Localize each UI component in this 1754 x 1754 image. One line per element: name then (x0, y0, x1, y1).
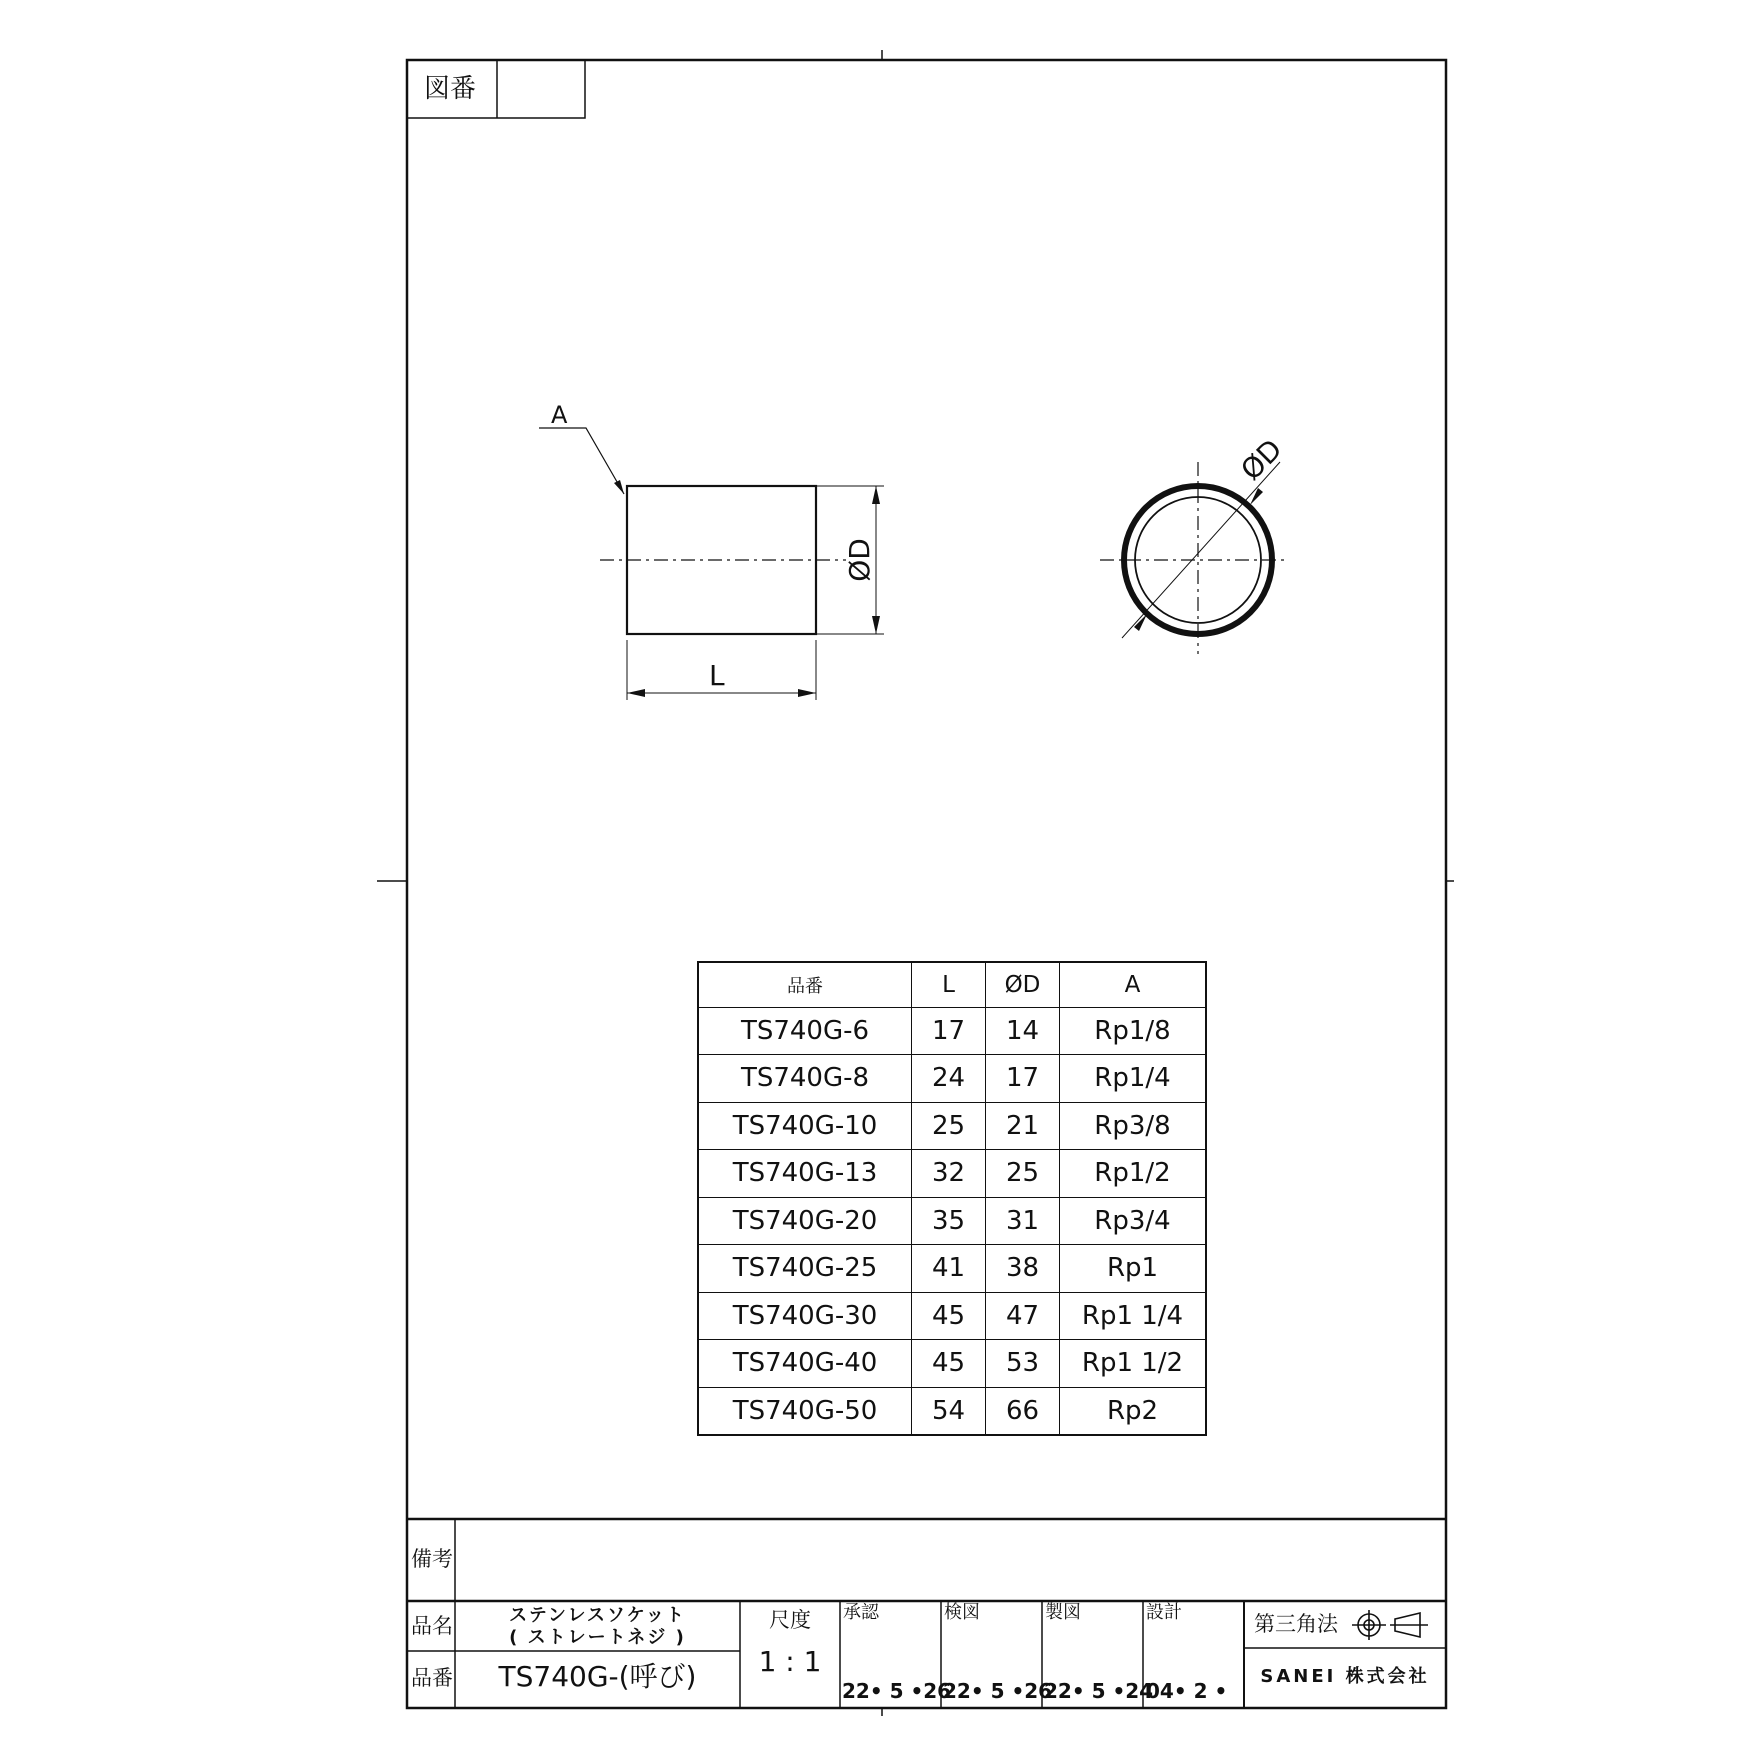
cell-d: 38 (986, 1245, 1060, 1293)
cell-part-number: TS740G-13 (698, 1150, 912, 1198)
end-view (1100, 462, 1288, 654)
table-row (698, 1007, 1206, 1055)
cell-l: 41 (912, 1245, 986, 1293)
cell-d: 31 (986, 1197, 1060, 1245)
third-angle-projection-icon (1352, 1610, 1428, 1640)
dim-d-side-label: ØD (842, 538, 876, 582)
cell-part-number: TS740G-30 (698, 1292, 912, 1340)
callout-a-label: A (551, 401, 568, 429)
cell-d: 66 (986, 1387, 1060, 1435)
cell-l: 54 (912, 1387, 986, 1435)
header-d: ØD (986, 962, 1060, 1007)
design-label: 設計 (1146, 1602, 1182, 1623)
cell-d: 25 (986, 1150, 1060, 1198)
projection-label: 第三角法 (1254, 1612, 1338, 1636)
cell-part-number: TS740G-50 (698, 1387, 912, 1435)
cell-part-number: TS740G-10 (698, 1102, 912, 1150)
size-table (697, 961, 1207, 1436)
cell-part-number: TS740G-25 (698, 1245, 912, 1293)
approval-date: 22• 5 •26 (842, 1679, 952, 1703)
cell-a: Rp1/8 (1060, 1007, 1207, 1055)
cell-a: Rp3/8 (1060, 1102, 1207, 1150)
table-row (698, 1245, 1206, 1293)
cell-part-number: TS740G-8 (698, 1055, 912, 1103)
header-l: L (912, 962, 986, 1007)
cell-a: Rp1 1/4 (1060, 1292, 1207, 1340)
cell-a: Rp1 1/2 (1060, 1340, 1207, 1388)
scale-label: 尺度 (769, 1608, 811, 1632)
product-name-line1: ステンレスソケット (509, 1605, 686, 1626)
cell-l: 32 (912, 1150, 986, 1198)
cell-a: Rp3/4 (1060, 1197, 1207, 1245)
header-a: A (1060, 962, 1207, 1007)
dim-d-end-label: ØD (1234, 432, 1289, 487)
cell-d: 17 (986, 1055, 1060, 1103)
company-name: SANEI 株式会社 (1260, 1666, 1430, 1687)
table-row (698, 1150, 1206, 1198)
cell-l: 24 (912, 1055, 986, 1103)
table-row (698, 1197, 1206, 1245)
cell-a: Rp1/4 (1060, 1055, 1207, 1103)
cell-a: Rp1 (1060, 1245, 1207, 1293)
cell-part-number: TS740G-40 (698, 1340, 912, 1388)
cell-d: 14 (986, 1007, 1060, 1055)
cell-l: 35 (912, 1197, 986, 1245)
scale-value: 1 : 1 (758, 1645, 822, 1678)
cell-d: 53 (986, 1340, 1060, 1388)
cell-d: 21 (986, 1102, 1060, 1150)
approval-label: 承認 (843, 1602, 879, 1623)
drawn-date: 22• 5 •24 (1044, 1679, 1154, 1703)
drawing-number-label: 図番 (424, 74, 477, 104)
cell-part-number: TS740G-20 (698, 1197, 912, 1245)
cell-l: 45 (912, 1292, 986, 1340)
table-header-row (698, 962, 1206, 1007)
table-row (698, 1340, 1206, 1388)
sheet-border (407, 60, 1446, 1708)
table-row (698, 1102, 1206, 1150)
cell-d: 47 (986, 1292, 1060, 1340)
dim-l-label: L (709, 659, 725, 692)
cell-l: 45 (912, 1340, 986, 1388)
drawn-label: 製図 (1045, 1602, 1081, 1623)
cell-a: Rp2 (1060, 1387, 1207, 1435)
design-date: 04• 2 • (1146, 1679, 1228, 1703)
header-part-number: 品番 (698, 962, 912, 1007)
product-number-value: TS740G-(呼び) (498, 1660, 697, 1693)
product-name-line2: ( ストレートネジ ) (509, 1627, 686, 1648)
table-row (698, 1292, 1206, 1340)
check-date: 22• 5 •26 (943, 1679, 1053, 1703)
product-number-label: 品番 (411, 1666, 453, 1690)
product-name-label: 品名 (411, 1614, 453, 1638)
cell-l: 25 (912, 1102, 986, 1150)
cell-part-number: TS740G-6 (698, 1007, 912, 1055)
table-row (698, 1387, 1206, 1435)
check-label: 検図 (944, 1602, 980, 1623)
table-row (698, 1055, 1206, 1103)
cell-a: Rp1/2 (1060, 1150, 1207, 1198)
cell-l: 17 (912, 1007, 986, 1055)
remarks-label: 備考 (411, 1547, 453, 1571)
leader-a (539, 428, 624, 494)
